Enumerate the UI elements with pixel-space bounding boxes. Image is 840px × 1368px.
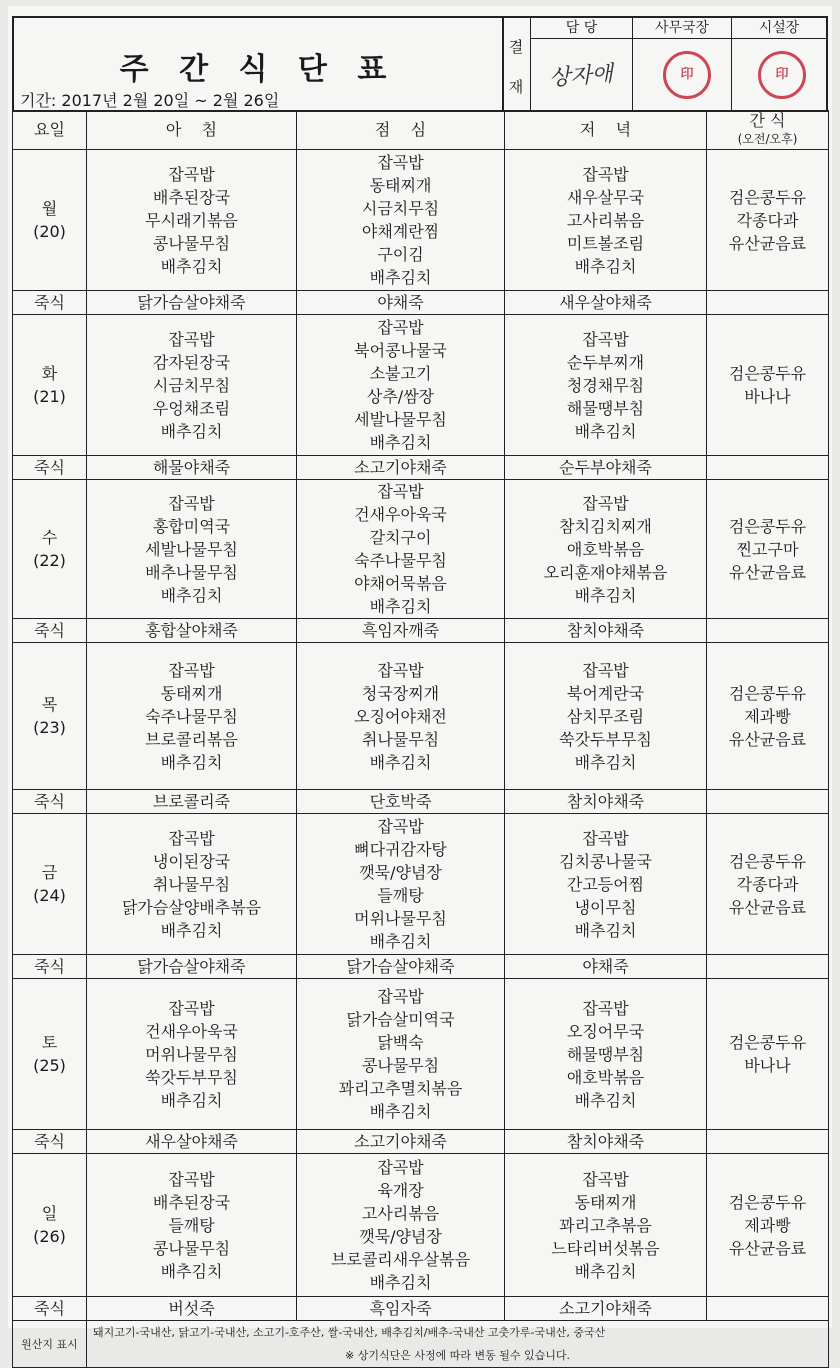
day-row (13, 315, 829, 456)
day-date: (23) (33, 718, 66, 737)
breakfast-dish: 잡곡밥 (168, 329, 215, 349)
breakfast-cell (87, 1154, 297, 1297)
dinner-dish: 순두부찌개 (566, 352, 645, 372)
porridge-snack-empty (707, 1297, 829, 1321)
porridge-row (13, 1297, 829, 1321)
porridge-breakfast: 닭가슴살야채죽 (87, 955, 297, 979)
lunch-dish: 콩나물무침 (361, 1056, 440, 1075)
lunch-dish: 닭가슴살미역국 (346, 1010, 455, 1029)
lunch-dish: 시금치무침 (361, 199, 440, 218)
signature (633, 39, 731, 110)
dinner-dish: 김치콩나물국 (559, 851, 652, 871)
breakfast-dish: 배추김치 (160, 752, 223, 772)
lunch-dish: 동태찌개 (369, 176, 432, 195)
lunch-dish: 소불고기 (369, 364, 432, 383)
approver-office-manager (633, 18, 732, 110)
approver-role: 사무국장 (633, 18, 731, 39)
lunch-dish: 숙주나물무침 (354, 551, 447, 570)
lunch-cell (297, 480, 505, 619)
breakfast-dish: 우엉채조림 (152, 398, 231, 418)
breakfast-dish: 시금치무침 (152, 375, 231, 395)
dinner-dish: 배추김치 (574, 1090, 637, 1110)
dinner-dish: 참치김치찌개 (559, 516, 652, 536)
dinner-cell (505, 643, 707, 790)
approval-label-char: 결 (508, 38, 524, 56)
seal-stamp: 印 (758, 51, 806, 99)
dinner-dish: 해물땡부침 (566, 1044, 645, 1064)
snack-dish: 유산균음료 (728, 729, 807, 749)
lunch-cell (297, 150, 505, 291)
dinner-dish: 잡곡밥 (582, 828, 629, 848)
lunch-dish: 배추김치 (369, 752, 432, 772)
dinner-cell (505, 315, 707, 456)
porridge-snack-empty (707, 291, 829, 315)
breakfast-dish: 취나물무침 (152, 874, 231, 894)
porridge-dinner: 순두부야채죽 (505, 456, 707, 480)
dinner-dish: 고사리볶음 (566, 210, 645, 230)
lunch-dish: 세발나물무침 (354, 410, 447, 429)
porridge-row (13, 291, 829, 315)
approval-label-char: 재 (508, 78, 524, 96)
snack-dish: 검은콩두유 (728, 1033, 807, 1052)
day-cell (13, 814, 87, 955)
dinner-dish: 잡곡밥 (582, 1169, 629, 1189)
col-day: 요일 (13, 111, 87, 150)
signature-text: 상자애 (548, 61, 614, 92)
snack-dish: 검은콩두유 (728, 187, 807, 207)
lunch-dish: 머위나물무침 (354, 909, 447, 928)
dinner-dish: 오징어무국 (566, 1021, 645, 1041)
col-breakfast: 아 침 (87, 111, 297, 150)
breakfast-dish: 잡곡밥 (168, 660, 215, 680)
porridge-breakfast: 홍합살야채죽 (87, 619, 297, 643)
day-date: (24) (33, 886, 66, 905)
porridge-label: 죽식 (13, 1130, 87, 1154)
dinner-dish: 동태찌개 (574, 1192, 637, 1212)
porridge-dinner: 야채죽 (505, 955, 707, 979)
breakfast-cell (87, 150, 297, 291)
menu-body (13, 150, 829, 1321)
breakfast-dish: 배추김치 (160, 1261, 223, 1281)
dinner-dish: 잡곡밥 (582, 998, 629, 1018)
day-row (13, 1154, 829, 1297)
dinner-cell (505, 150, 707, 291)
lunch-cell (297, 643, 505, 790)
dinner-cell (505, 979, 707, 1130)
snack-dish: 찐고구마 (736, 539, 799, 559)
lunch-dish: 배추김치 (369, 1273, 432, 1292)
dinner-dish: 북어계란국 (566, 683, 645, 703)
col-dinner: 저 녁 (505, 111, 707, 150)
lunch-cell (297, 1154, 505, 1297)
snack-dish: 검은콩두유 (728, 516, 807, 536)
origin-info (87, 1321, 829, 1368)
dinner-dish: 애호박볶음 (566, 539, 645, 559)
day-cell (13, 480, 87, 619)
origin-text: 돼지고기-국내산, 닭고기-국내산, 소고기-호주산, 쌀-국내산, 배추김치/배추-국내산 고춧가루-국내산, 중국산 (93, 1326, 606, 1339)
lunch-dish: 배추김치 (369, 597, 432, 616)
lunch-dish: 배추김치 (369, 932, 432, 951)
day-date: (26) (33, 1227, 66, 1246)
dinner-cell (505, 1154, 707, 1297)
signature (531, 39, 632, 110)
lunch-dish: 육개장 (377, 1181, 424, 1200)
lunch-dish: 뼈다귀감자탕 (354, 840, 447, 859)
day-name: 월 (41, 199, 58, 218)
day-cell (13, 1154, 87, 1297)
snack-cell (707, 814, 829, 955)
breakfast-dish: 동태찌개 (160, 683, 223, 703)
breakfast-dish: 콩나물무침 (152, 233, 231, 253)
day-row (13, 814, 829, 955)
snack-dish: 각종다과 (736, 874, 799, 894)
lunch-dish: 잡곡밥 (377, 987, 424, 1006)
breakfast-dish: 닭가슴살양배추볶음 (121, 897, 262, 917)
porridge-breakfast: 버섯죽 (87, 1297, 297, 1321)
lunch-dish: 깻묵/양념장 (359, 1227, 442, 1246)
breakfast-dish: 배추김치 (160, 1090, 223, 1110)
signature (732, 39, 826, 110)
col-snack-sub: (오전/오후) (737, 132, 798, 146)
breakfast-cell (87, 814, 297, 955)
period: 기간: 2017년 2월 20일 ~ 2월 26일 (20, 91, 280, 110)
breakfast-dish: 무시래기볶음 (145, 210, 238, 230)
approver-director (732, 18, 826, 110)
lunch-dish: 잡곡밥 (377, 1158, 424, 1177)
snack-cell (707, 643, 829, 790)
snack-cell (707, 480, 829, 619)
snack-cell (707, 315, 829, 456)
porridge-lunch: 흑임자죽 (297, 1297, 505, 1321)
porridge-row (13, 955, 829, 979)
porridge-lunch: 소고기야채죽 (297, 1130, 505, 1154)
lunch-dish: 구이김 (377, 245, 424, 264)
day-row (13, 979, 829, 1130)
day-name: 토 (41, 1033, 58, 1052)
snack-dish: 유산균음료 (728, 233, 807, 253)
lunch-dish: 상추/쌈장 (366, 387, 435, 406)
change-notice: ※ 상기식단은 사정에 따라 변동 될수 있습니다. (345, 1349, 570, 1362)
porridge-dinner: 참치야채죽 (505, 790, 707, 814)
dinner-dish: 미트볼조림 (566, 233, 645, 253)
lunch-dish: 배추김치 (369, 433, 432, 452)
porridge-label: 죽식 (13, 456, 87, 480)
lunch-dish: 꽈리고추멸치볶음 (338, 1079, 463, 1098)
page-title: 주 간 식 단 표 (119, 52, 397, 87)
breakfast-dish: 들깨탕 (168, 1215, 215, 1235)
day-cell (13, 643, 87, 790)
porridge-dinner: 새우살야채죽 (505, 291, 707, 315)
breakfast-cell (87, 643, 297, 790)
day-row (13, 150, 829, 291)
col-snack-label: 간 식 (749, 111, 786, 130)
lunch-dish: 배추김치 (369, 268, 432, 287)
day-name: 목 (41, 695, 58, 714)
lunch-dish: 북어콩나물국 (354, 341, 447, 360)
porridge-snack-empty (707, 619, 829, 643)
approver-role: 시설장 (732, 18, 826, 39)
dinner-dish: 배추김치 (574, 585, 637, 605)
lunch-dish: 브로콜리새우살볶음 (330, 1250, 471, 1269)
day-row (13, 480, 829, 619)
snack-dish: 바나나 (744, 1056, 791, 1075)
dinner-cell (505, 814, 707, 955)
porridge-lunch: 닭가슴살야채죽 (297, 955, 505, 979)
snack-cell (707, 1154, 829, 1297)
breakfast-dish: 잡곡밥 (168, 493, 215, 513)
day-date: (21) (33, 387, 66, 406)
porridge-breakfast: 닭가슴살야채죽 (87, 291, 297, 315)
menu-table (12, 110, 829, 1368)
breakfast-dish: 콩나물무침 (152, 1238, 231, 1258)
dinner-dish: 간고등어찜 (566, 874, 645, 894)
dinner-cell (505, 480, 707, 619)
table-header-row (13, 111, 829, 150)
breakfast-dish: 잡곡밥 (168, 998, 215, 1018)
day-name: 화 (41, 364, 58, 383)
lunch-dish: 잡곡밥 (377, 817, 424, 836)
porridge-row (13, 790, 829, 814)
porridge-snack-empty (707, 790, 829, 814)
porridge-label: 죽식 (13, 1297, 87, 1321)
dinner-dish: 해물땡부침 (566, 398, 645, 418)
dinner-dish: 느타리버섯볶음 (551, 1238, 660, 1258)
col-lunch: 점 심 (297, 111, 505, 150)
dinner-dish: 잡곡밥 (582, 660, 629, 680)
lunch-dish: 배추김치 (369, 1102, 432, 1121)
snack-dish: 바나나 (744, 387, 791, 406)
porridge-label: 죽식 (13, 619, 87, 643)
breakfast-dish: 잡곡밥 (168, 164, 215, 184)
porridge-row (13, 456, 829, 480)
porridge-dinner: 참치야채죽 (505, 1130, 707, 1154)
porridge-lunch: 흑임자깨죽 (297, 619, 505, 643)
porridge-lunch: 야채죽 (297, 291, 505, 315)
breakfast-dish: 배추된장국 (152, 1192, 231, 1212)
porridge-breakfast: 새우살야채죽 (87, 1130, 297, 1154)
snack-dish: 유산균음료 (728, 1238, 807, 1258)
dinner-dish: 배추김치 (574, 421, 637, 441)
dinner-dish: 배추김치 (574, 752, 637, 772)
dinner-dish: 잡곡밥 (582, 329, 629, 349)
snack-dish: 검은콩두유 (728, 1192, 807, 1212)
lunch-dish: 들깨탕 (377, 886, 424, 905)
lunch-dish: 야채어묵볶음 (354, 574, 447, 593)
porridge-label: 죽식 (13, 291, 87, 315)
day-name: 금 (41, 863, 58, 882)
breakfast-cell (87, 315, 297, 456)
breakfast-cell (87, 979, 297, 1130)
lunch-dish: 고사리볶음 (361, 1204, 440, 1223)
day-name: 수 (41, 528, 58, 547)
day-cell (13, 315, 87, 456)
dinner-dish: 배추김치 (574, 1261, 637, 1281)
breakfast-dish: 세발나물무침 (145, 539, 238, 559)
snack-cell (707, 979, 829, 1130)
lunch-dish: 잡곡밥 (377, 482, 424, 501)
approver-staff (531, 18, 633, 110)
breakfast-dish: 배추나물무침 (145, 562, 238, 582)
lunch-cell (297, 315, 505, 456)
breakfast-dish: 감자된장국 (152, 352, 231, 372)
porridge-lunch: 단호박죽 (297, 790, 505, 814)
snack-dish: 검은콩두유 (728, 851, 807, 871)
porridge-row (13, 1130, 829, 1154)
breakfast-dish: 잡곡밥 (168, 1169, 215, 1189)
snack-dish: 검은콩두유 (728, 683, 807, 703)
snack-dish: 검은콩두유 (728, 364, 807, 383)
dinner-dish: 냉이무침 (574, 897, 637, 917)
lunch-dish: 잡곡밥 (377, 318, 424, 337)
snack-dish: 제과빵 (744, 706, 791, 726)
dinner-dish: 잡곡밥 (582, 164, 629, 184)
dinner-dish: 삼치무조림 (566, 706, 645, 726)
breakfast-dish: 건새우아욱국 (145, 1021, 238, 1041)
dinner-dish: 청경채무침 (566, 375, 645, 395)
approver-role: 담 당 (531, 18, 632, 39)
day-date: (25) (33, 1056, 66, 1075)
lunch-cell (297, 814, 505, 955)
breakfast-dish: 배추된장국 (152, 187, 231, 207)
breakfast-dish: 배추김치 (160, 920, 223, 940)
dinner-dish: 꽈리고추볶음 (559, 1215, 652, 1235)
breakfast-dish: 브로콜리볶음 (145, 729, 238, 749)
dinner-dish: 잡곡밥 (582, 493, 629, 513)
day-date: (22) (33, 551, 66, 570)
lunch-dish: 잡곡밥 (377, 660, 424, 680)
porridge-dinner: 소고기야채죽 (505, 1297, 707, 1321)
breakfast-dish: 배추김치 (160, 421, 223, 441)
breakfast-dish: 쑥갓두부무침 (145, 1067, 238, 1087)
day-row (13, 643, 829, 790)
origin-label: 원산지 표시 (13, 1321, 87, 1368)
lunch-dish: 취나물무침 (361, 729, 440, 749)
lunch-dish: 건새우아욱국 (354, 505, 447, 524)
lunch-dish: 닭백숙 (377, 1033, 424, 1052)
lunch-dish: 야채계란찜 (361, 222, 440, 241)
lunch-cell (297, 979, 505, 1130)
dinner-dish: 오리훈재야채볶음 (543, 562, 668, 582)
breakfast-dish: 냉이된장국 (152, 851, 231, 871)
breakfast-dish: 배추김치 (160, 585, 223, 605)
day-cell (13, 150, 87, 291)
porridge-label: 죽식 (13, 955, 87, 979)
header (12, 16, 828, 112)
day-name: 일 (41, 1204, 58, 1223)
seal-stamp: 印 (663, 51, 711, 99)
porridge-breakfast: 해물야채죽 (87, 456, 297, 480)
porridge-lunch: 소고기야채죽 (297, 456, 505, 480)
lunch-dish: 갈치구이 (369, 528, 432, 547)
origin-row (13, 1321, 829, 1368)
lunch-dish: 청국장찌개 (361, 683, 440, 703)
porridge-label: 죽식 (13, 790, 87, 814)
snack-dish: 제과빵 (744, 1215, 791, 1235)
approval-label (502, 18, 531, 110)
lunch-dish: 오징어야채전 (354, 706, 447, 726)
snack-dish: 각종다과 (736, 210, 799, 230)
dinner-dish: 배추김치 (574, 256, 637, 276)
porridge-snack-empty (707, 955, 829, 979)
dinner-dish: 쑥갓두부무침 (559, 729, 652, 749)
dinner-dish: 애호박볶음 (566, 1067, 645, 1087)
breakfast-dish: 숙주나물무침 (145, 706, 238, 726)
title-box (14, 18, 504, 110)
snack-cell (707, 150, 829, 291)
breakfast-dish: 머위나물무침 (145, 1044, 238, 1064)
porridge-snack-empty (707, 1130, 829, 1154)
breakfast-dish: 잡곡밥 (168, 828, 215, 848)
lunch-dish: 잡곡밥 (377, 153, 424, 172)
breakfast-dish: 배추김치 (160, 256, 223, 276)
breakfast-cell (87, 480, 297, 619)
breakfast-dish: 홍합미역국 (152, 516, 231, 536)
col-snack (707, 111, 829, 150)
porridge-snack-empty (707, 456, 829, 480)
dinner-dish: 배추김치 (574, 920, 637, 940)
porridge-breakfast: 브로콜리죽 (87, 790, 297, 814)
porridge-dinner: 참치야채죽 (505, 619, 707, 643)
day-cell (13, 979, 87, 1130)
porridge-row (13, 619, 829, 643)
lunch-dish: 깻묵/양념장 (359, 863, 442, 882)
dinner-dish: 새우살무국 (566, 187, 645, 207)
menu-sheet (8, 6, 832, 1362)
snack-dish: 유산균음료 (728, 897, 807, 917)
snack-dish: 유산균음료 (728, 562, 807, 582)
day-date: (20) (33, 222, 66, 241)
